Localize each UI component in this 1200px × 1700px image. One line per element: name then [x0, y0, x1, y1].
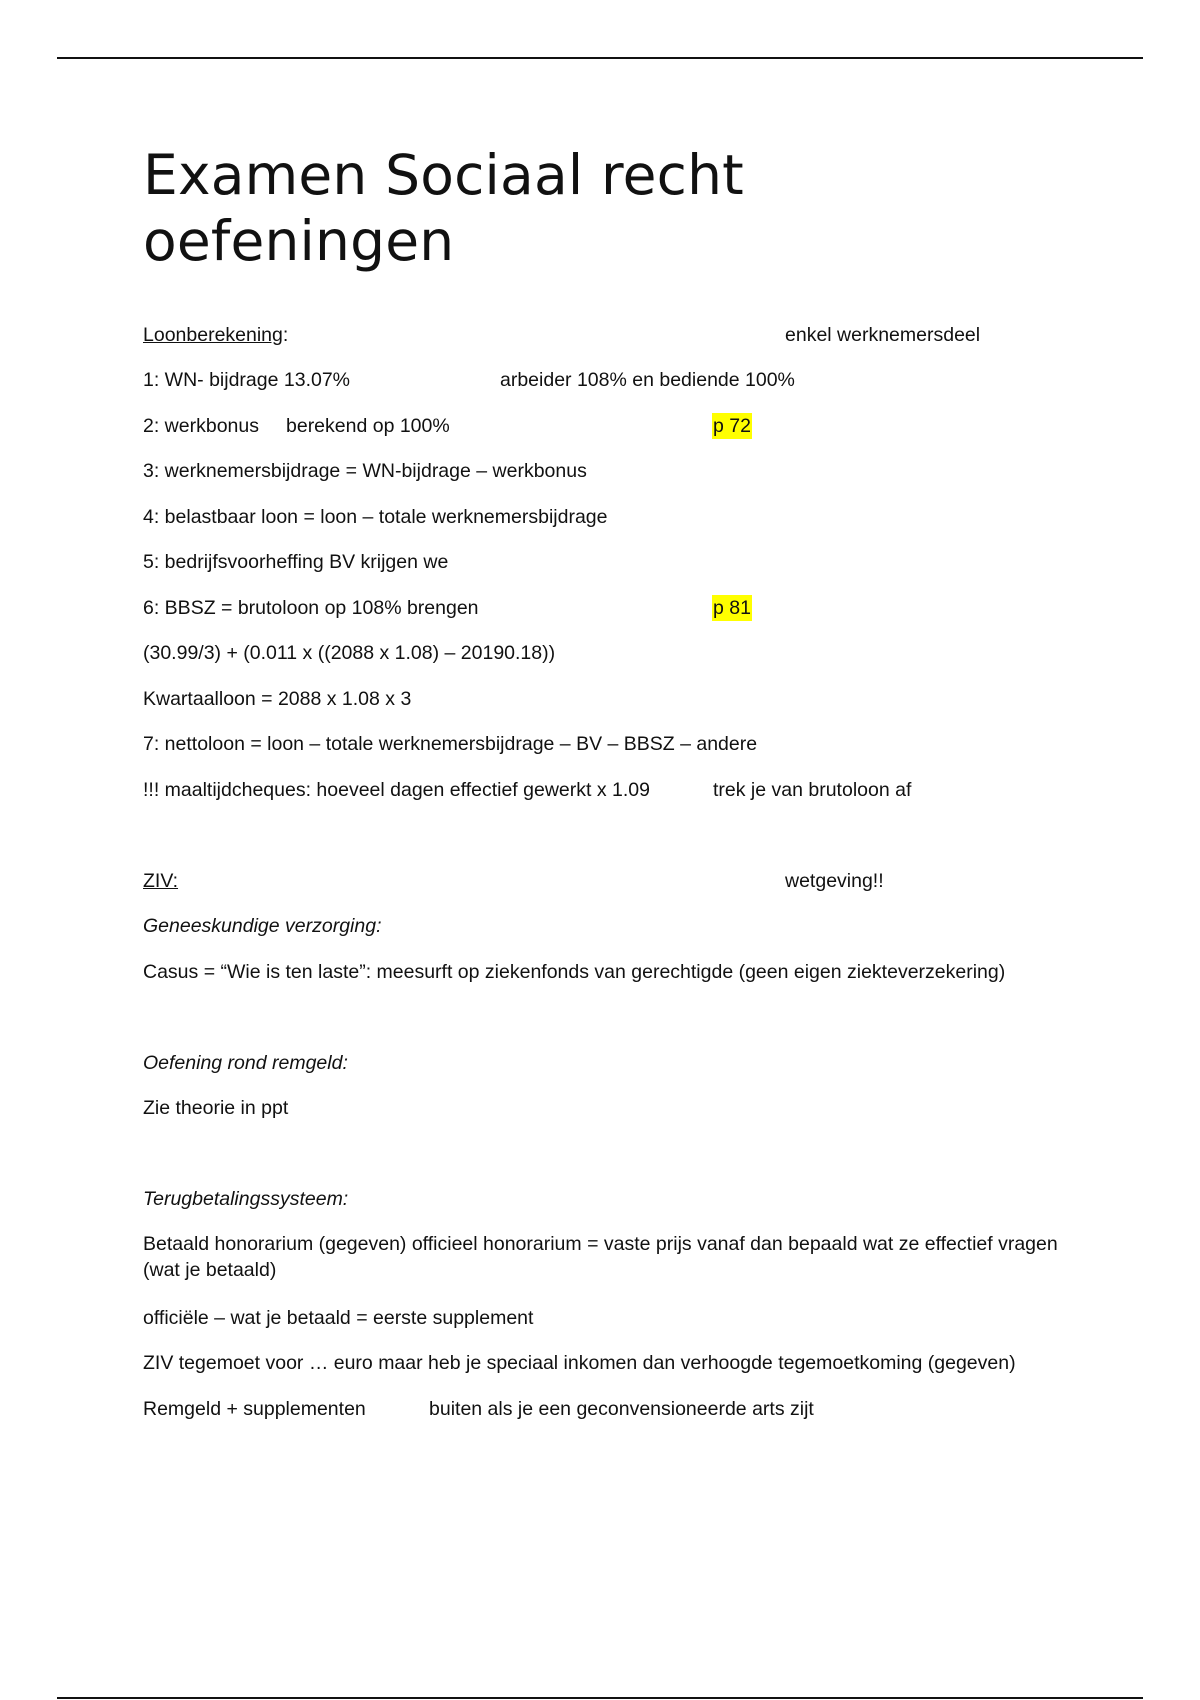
loon-line-2 [143, 413, 751, 439]
bbsz-formula: (30.99/3) + (0.011 x ((2088 x 1.08) – 20190.18)) [143, 642, 556, 664]
loon-heading-colon: : [282, 324, 289, 346]
ziv-right-note: wetgeving!! [785, 870, 884, 892]
ziv-tegemoetkoming: ZIV tegemoet voor … euro maar heb je speciaal inkomen dan verhoogde tegemoetkoming (gegeven) [143, 1352, 1016, 1374]
kwartaalloon: Kwartaalloon = 2088 x 1.08 x 3 [143, 688, 412, 710]
title-line-2: oefeningen [143, 209, 455, 273]
ziv-heading-line [143, 868, 884, 894]
loon-line-4: 4: belastbaar loon = loon – totale werknemersbijdrage [143, 506, 608, 528]
remgeld-supplementen: Remgeld + supplementen [143, 1398, 366, 1420]
theorie-ppt: Zie theorie in ppt [143, 1097, 289, 1119]
geneeskundige-verzorging: Geneeskundige verzorging: [143, 915, 382, 937]
arbeider-bediende: arbeider 108% en bediende 100% [500, 369, 795, 391]
werkbonus: 2: werkbonus [143, 415, 259, 437]
ziv-heading: ZIV: [143, 870, 179, 892]
loon-line-1 [143, 367, 795, 393]
loon-line-7: 7: nettoloon = loon – totale werknemersbijdrage – BV – BBSZ – andere [143, 733, 758, 755]
loon-right-note: enkel werknemersdeel [785, 324, 981, 346]
remgeld-line [143, 1396, 814, 1422]
footer-rule [57, 1697, 1143, 1699]
loon-heading: Loonberekening [143, 324, 283, 346]
betaald-honorarium: Betaald honorarium (gegeven) officieel honorarium = vaste prijs vanaf dan bepaald wat ze effectief vragen (wat je betaald) [143, 1233, 1058, 1281]
oefening-remgeld: Oefening rond remgeld: [143, 1052, 348, 1074]
maaltijdcheques: !!! maaltijdcheques: hoeveel dagen effectief gewerkt x 1.09 [143, 779, 650, 801]
title-line-1: Examen Sociaal recht [143, 143, 744, 207]
maaltijdcheques-note: trek je van brutoloon af [713, 779, 912, 801]
wn-bijdrage: 1: WN- bijdrage 13.07% [143, 369, 351, 391]
terugbetalingssysteem: Terugbetalingssysteem: [143, 1188, 349, 1210]
header-rule [57, 57, 1143, 59]
maaltijdcheques-line [143, 777, 912, 803]
loon-line-6 [143, 595, 751, 621]
page-ref-72: p 72 [713, 415, 751, 437]
geconvensioneerde-arts: buiten als je een geconvensioneerde arts zijt [429, 1398, 814, 1420]
loon-line-5: 5: bedrijfsvoorheffing BV krijgen we [143, 551, 449, 573]
page-title [143, 142, 903, 274]
eerste-supplement: officiële – wat je betaald = eerste supplement [143, 1307, 534, 1329]
loon-heading-line [143, 322, 981, 348]
casus-ten-laste: Casus = “Wie is ten laste”: meesurft op ziekenfonds van gerechtigde (geen eigen ziekteverzekering) [143, 961, 1006, 983]
werkbonus-basis: berekend op 100% [286, 415, 450, 437]
page-ref-81: p 81 [713, 597, 751, 619]
bbsz: 6: BBSZ = brutoloon op 108% brengen [143, 597, 479, 619]
loon-line-3: 3: werknemersbijdrage = WN-bijdrage – werkbonus [143, 460, 587, 482]
